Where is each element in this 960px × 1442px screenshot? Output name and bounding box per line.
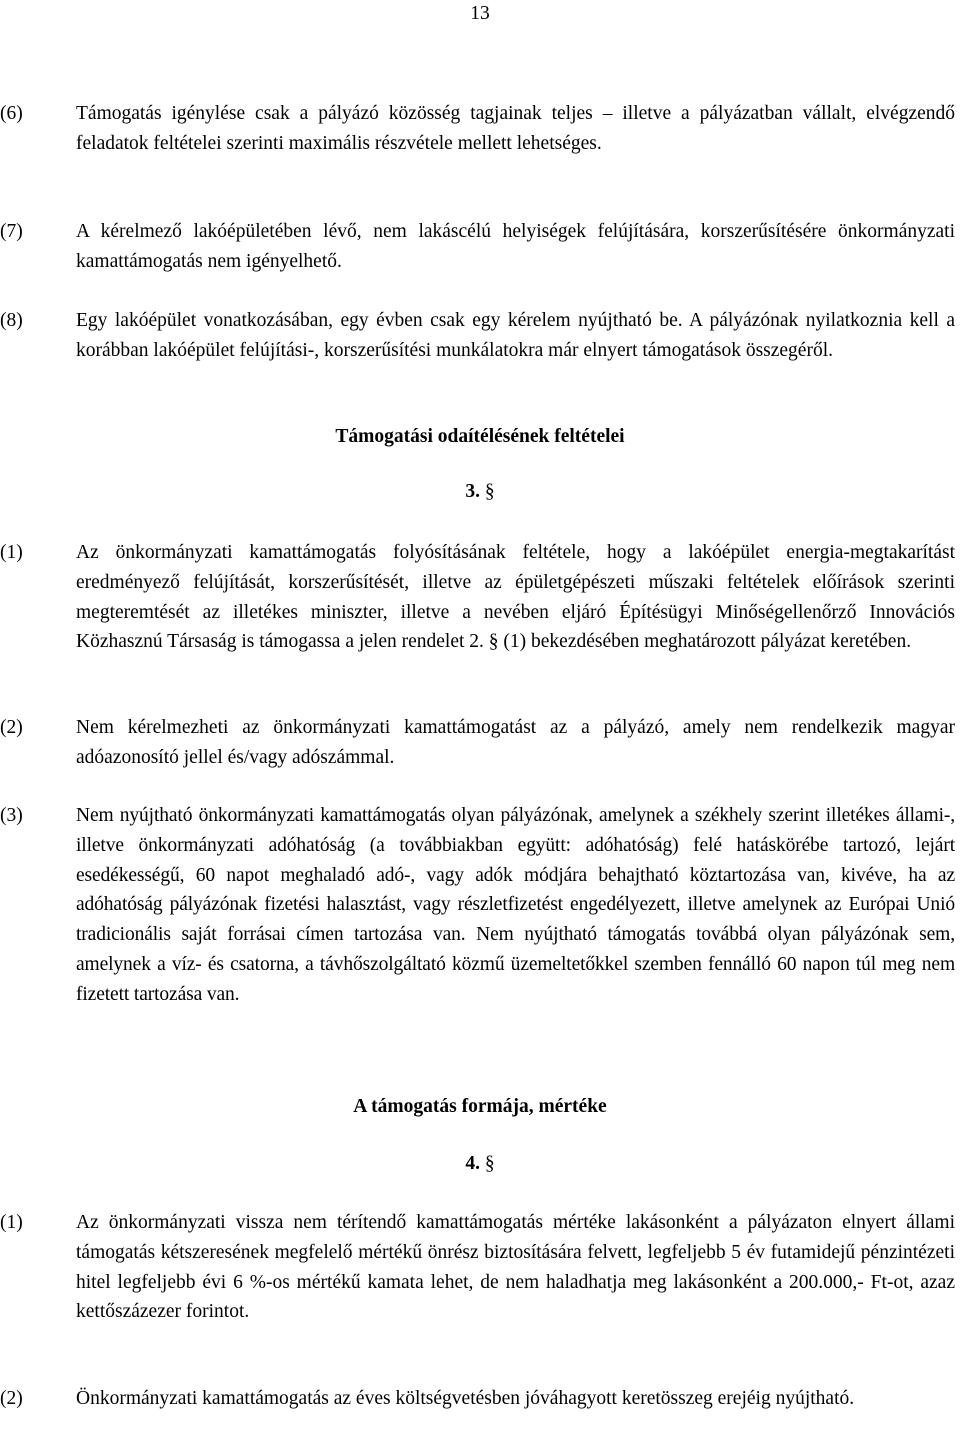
- paragraph-number: (7): [0, 221, 23, 242]
- paragraph-text: A kérelmező lakóépületében lévő, nem lakáscélú helyiségek felújítására, korszerűsítésére önkormányzati kamattámogatás nem igényelhető.: [76, 221, 955, 272]
- section-sign: §: [484, 1153, 495, 1174]
- paragraph-number: (8): [0, 310, 23, 331]
- paragraph-text: Az önkormányzati vissza nem térítendő kamattámogatás mértéke lakásonként a pályázaton elnyert állami támogatás kétszeresének megfelelő mértékű önrész biztosítására felvett, legfeljebb 5 év futamidejű pénzintézeti hitel legfeljebb évi 6 %-os mértékű kamata lehet, de nem haladhatja meg lakásonként a 200.000,- Ft-ot, azaz kettőszázezer forintot.: [76, 1212, 955, 1323]
- paragraph-number: (2): [0, 1388, 23, 1409]
- paragraph-text: Egy lakóépület vonatkozásában, egy évben csak egy kérelem nyújtható be. A pályázónak nyilatkoznia kell a korábban lakóépület felújítási-, korszerűsítési munkálatokra már elnyert támogatások összegéről.: [76, 310, 955, 361]
- paragraph-text: Az önkormányzati kamattámogatás folyósításának feltétele, hogy a lakóépület energia-megtakarítást eredményező felújítását, korszerűsítését, illetve az épületgépészeti műszaki feltételek előírások szerinti megteremtését az illetékes miniszter, illetve a nevében eljáró Építésügyi Minőségellenőrző Innovációs Közhasznú Társaság is támogassa a jelen rendelet 2. § (1) bekezdésében meghatározott pályázat keretében.: [76, 542, 955, 653]
- paragraph-number: (2): [0, 717, 23, 738]
- section-3-title: Támogatási odaítélésének feltételei: [335, 426, 625, 447]
- paragraph-text: Nem kérelmezheti az önkormányzati kamattámogatást az a pályázó, amely nem rendelkezik magyar adóazonosító jellel és/vagy adószámmal.: [76, 717, 955, 768]
- page-number: 13: [470, 3, 490, 24]
- section-4-number: [0, 1150, 960, 1178]
- paragraph-number: (6): [0, 103, 23, 124]
- section-sign: §: [484, 481, 495, 502]
- paragraph-number: (1): [0, 542, 23, 563]
- section-3-number: [0, 478, 960, 506]
- paragraph-text: Önkormányzati kamattámogatás az éves költségvetésben jóváhagyott keretösszeg erejéig nyújtható.: [76, 1388, 855, 1409]
- paragraph-number: (3): [0, 805, 23, 826]
- paragraph-number: (1): [0, 1212, 23, 1233]
- section-number: 3.: [465, 481, 480, 502]
- paragraph-text: Nem nyújtható önkormányzati kamattámogatás olyan pályázónak, amelynek a székhely szerint illetékes állami-, illetve önkormányzati adóhatóság (a továbbiakban együtt: adóhatóság) felé hatáskörébe tartozó, lejárt esedékességű, 60 napot meghaladó adó-, vagy adók módjára behajtható köztartozása van, kivéve, ha az adóhatóság pályázónak fizetési halasztást, vagy részletfizetést engedélyezett, illetve amelynek az Európai Unió tradicionális saját forrásai címen tartozása van. Nem nyújtható támogatás továbbá olyan pályázónak sem, amelynek a víz- és csatorna, a távhőszolgáltató közmű üzemeltetőkkel szemben fennálló 60 napon túl meg nem fizetett tartozása van.: [76, 805, 955, 1005]
- section-number: 4.: [465, 1153, 480, 1174]
- section-4-title: A támogatás formája, mértéke: [353, 1096, 607, 1117]
- paragraph-text: Támogatás igénylése csak a pályázó közösség tagjainak teljes – illetve a pályázatban vállalt, elvégzendő feladatok feltételei szerinti maximális részvétele mellett lehetséges.: [76, 103, 955, 154]
